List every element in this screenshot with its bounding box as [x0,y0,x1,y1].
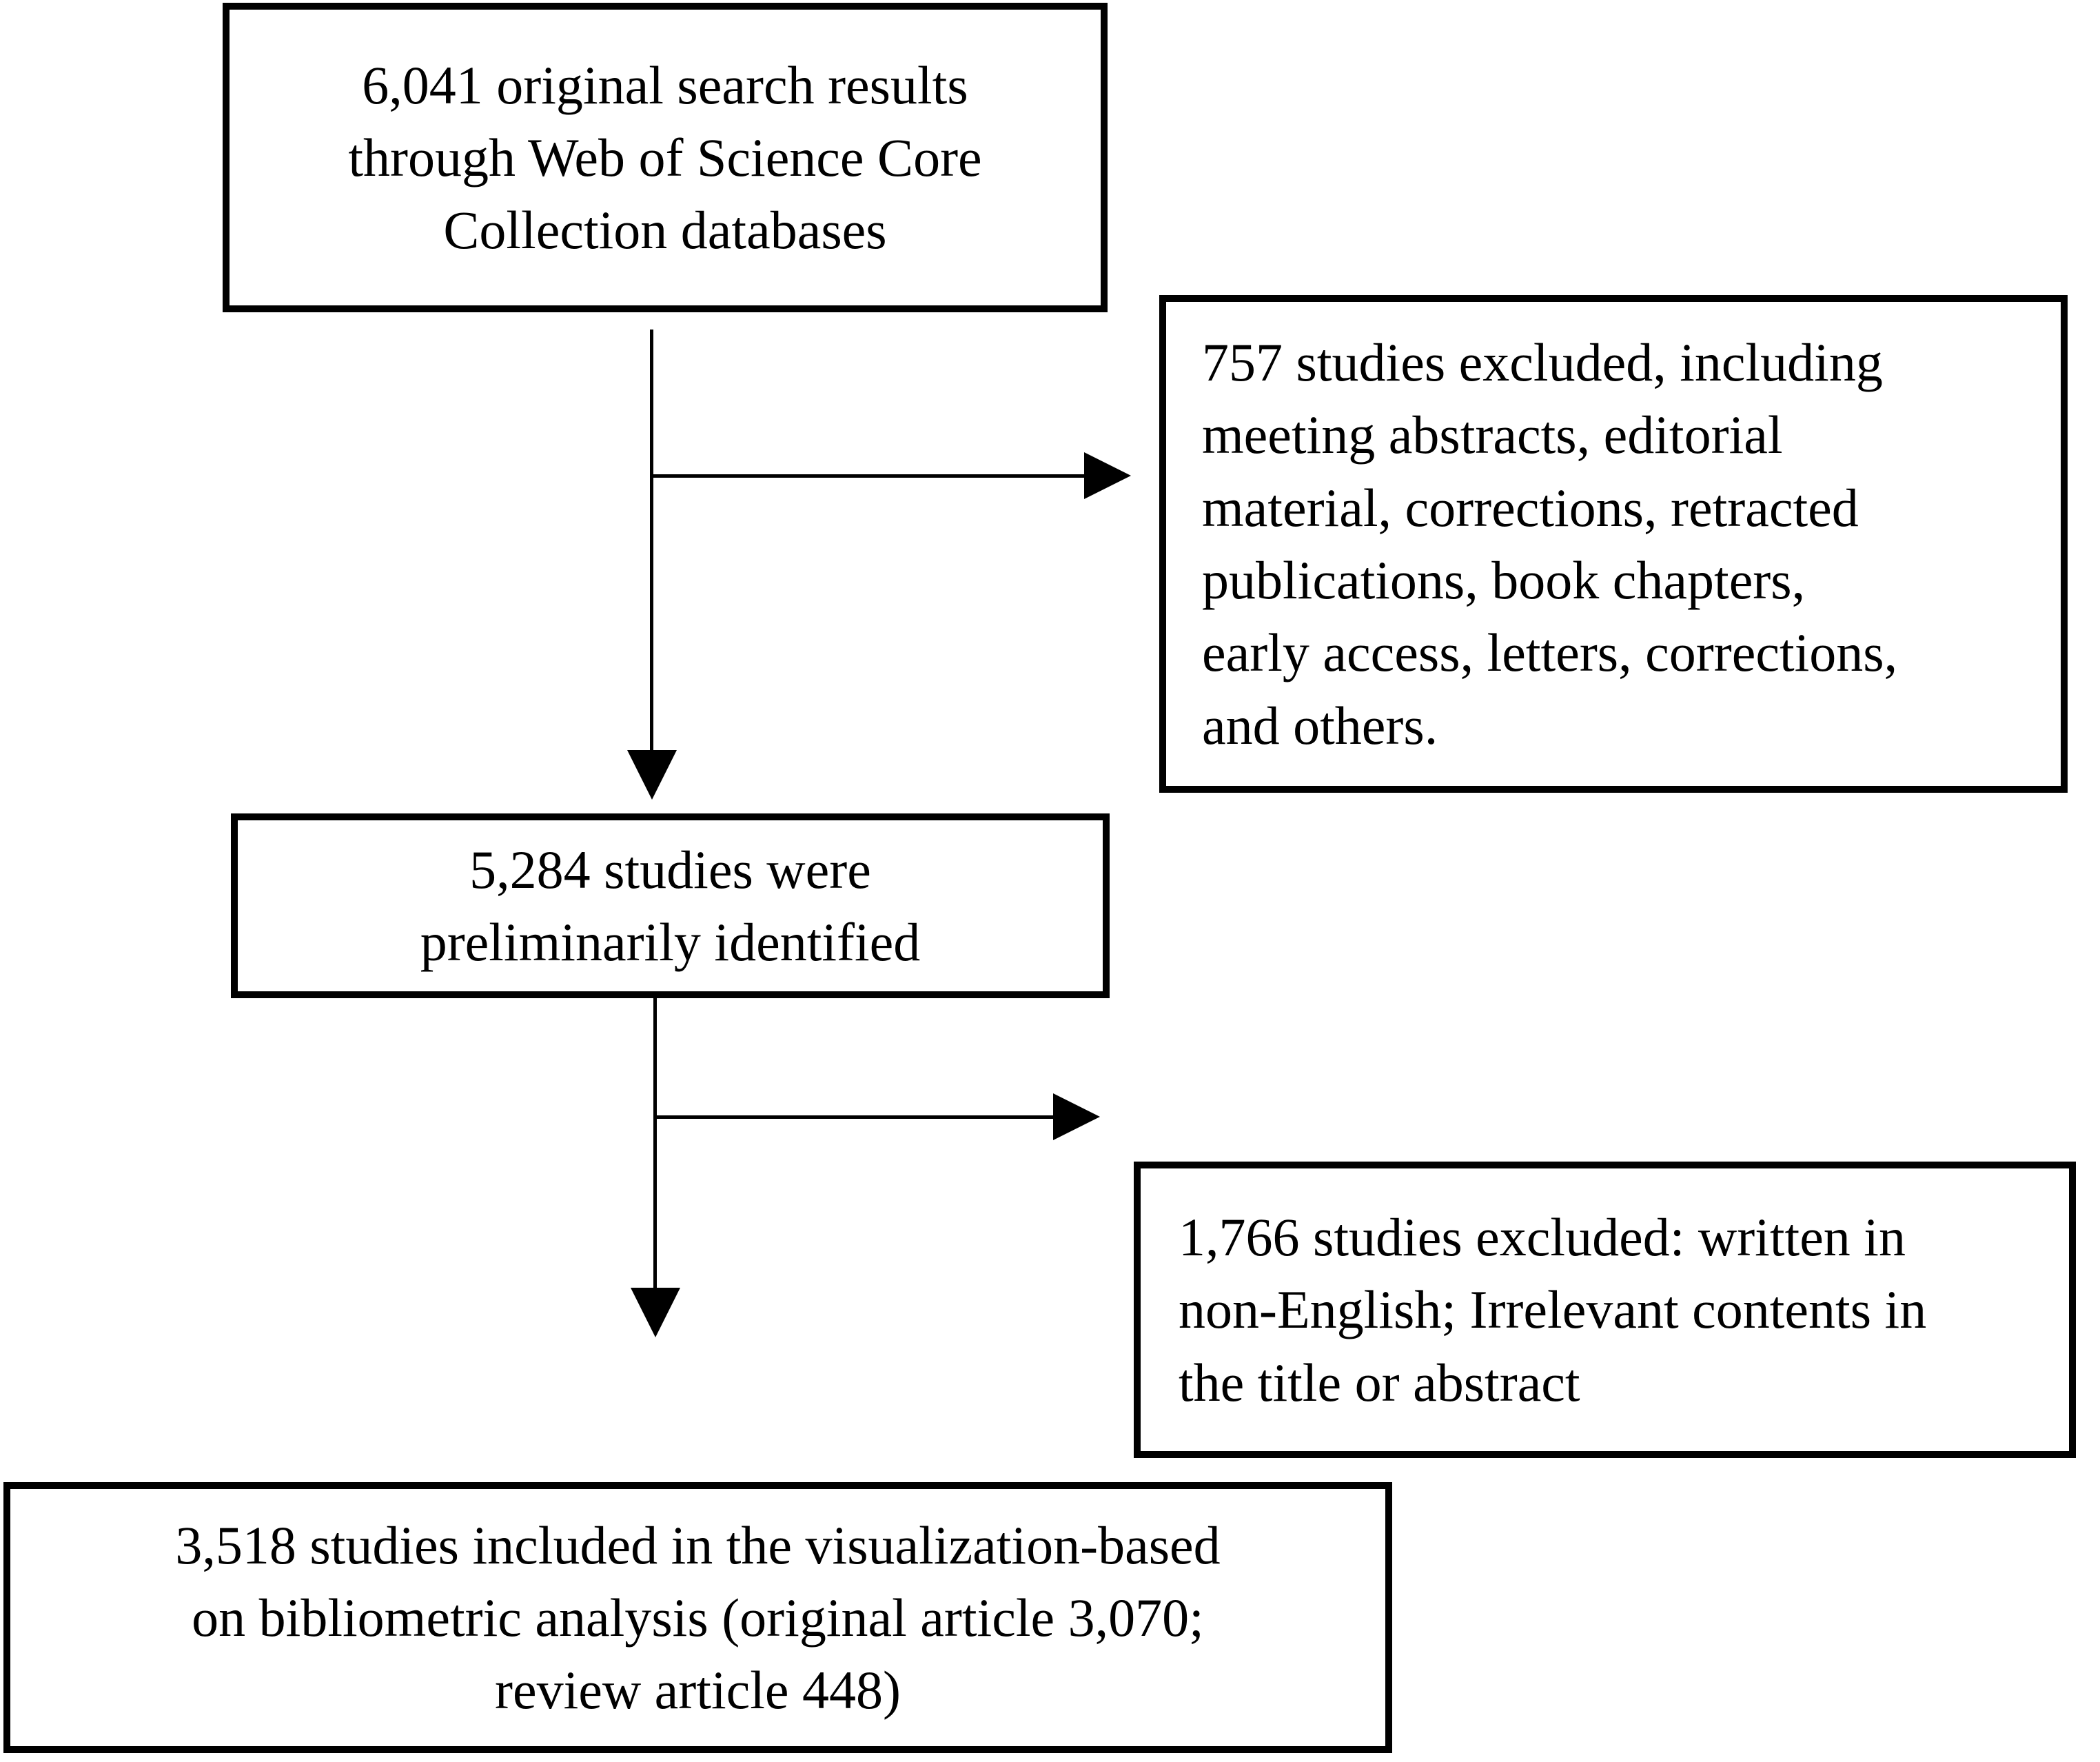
node-included-studies-line: on bibliometric analysis (original article 3,070; [192,1587,1204,1648]
node-included-studies-line: 3,518 studies included in the visualization-based [175,1515,1221,1575]
arrow-down-2-head [631,1288,680,1337]
arrow-right-2-shaft [655,1115,1054,1119]
node-search-results-line: 6,041 original search results [362,54,968,115]
node-preliminarily-identified [231,813,1110,998]
node-preliminarily-identified-line: 5,284 studies were [469,839,871,900]
node-excluded-second-line: the title or abstract [1179,1352,1580,1412]
node-search-results [223,3,1108,312]
node-excluded-first-line: 757 studies excluded, including [1202,332,1883,393]
arrow-down-1-shaft [650,330,653,751]
arrow-right-1-shaft [651,474,1085,478]
arrow-right-2-head [1053,1093,1100,1140]
node-included-studies [3,1482,1392,1753]
node-excluded-first-line: early access, letters, corrections, [1202,622,1898,683]
node-search-results-line: through Web of Science Core [348,127,982,188]
node-excluded-first-line: material, corrections, retracted [1202,477,1859,538]
node-preliminarily-identified-line: preliminarily identified [420,912,921,972]
arrow-right-1-head [1084,452,1131,499]
arrow-down-1-head [627,750,677,800]
arrow-down-2-shaft [653,995,657,1289]
node-excluded-second-line: non-English; Irrelevant contents in [1179,1279,1927,1340]
node-excluded-first-line: meeting abstracts, editorial [1202,405,1783,465]
node-included-studies-line: review article 448) [494,1660,901,1721]
node-excluded-second-line: 1,766 studies excluded: written in [1179,1207,1906,1268]
node-excluded-first-line: publications, book chapters, [1202,550,1806,610]
node-excluded-second-screen [1134,1162,2076,1458]
node-search-results-line: Collection databases [443,200,887,261]
node-excluded-first-line: and others. [1202,695,1438,756]
node-excluded-first-screen [1159,295,2068,793]
